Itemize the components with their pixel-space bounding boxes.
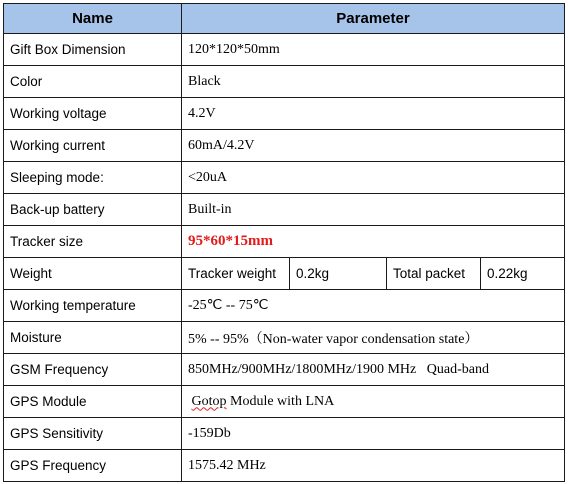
row-value: 4.2V [182,98,565,130]
row-name: Weight [4,258,182,290]
row-value: 5% -- 95%（Non-water vapor condensation state） [182,322,565,354]
row-name: GSM Frequency [4,354,182,386]
row-name: GPS Module [4,386,182,418]
table-row [4,418,565,450]
table-row [4,258,565,290]
weight-subtable [182,258,564,289]
table-row [4,322,565,354]
tracker-weight-value: 0.2kg [290,258,387,289]
table-row [4,34,565,66]
row-name: Sleeping mode: [4,162,182,194]
table-row [4,450,565,482]
row-name: GPS Frequency [4,450,182,482]
row-name: GPS Sensitivity [4,418,182,450]
row-value: -159Db [182,418,565,450]
table-row [4,386,565,418]
row-value: 850MHz/900MHz/1800MHz/1900 MHz Quad-band [182,354,565,386]
total-packet-label: Total packet [387,258,481,289]
table-row [4,162,565,194]
row-value: Black [182,66,565,98]
weight-cell [182,258,565,290]
table-row [4,194,565,226]
row-name: Working temperature [4,290,182,322]
table-row [4,130,565,162]
table-header-row [4,4,565,34]
column-header-name: Name [4,4,182,34]
column-header-parameter: Parameter [182,4,565,34]
total-packet-value: 0.22kg [481,258,565,289]
row-value: 60mA/4.2V [182,130,565,162]
row-value: 1575.42 MHz [182,450,565,482]
tracker-weight-label: Tracker weight [188,266,277,281]
table-row [4,98,565,130]
row-name: Tracker size [4,226,182,258]
spellcheck-word: Gotop [191,393,227,409]
row-name: Color [4,66,182,98]
table-row [4,354,565,386]
tracker-size-value: 95*60*15mm [182,226,565,258]
table-row [4,66,565,98]
row-value: -25℃ -- 75℃ [182,290,565,322]
gps-module-value [182,386,565,418]
row-value: Built-in [182,194,565,226]
row-value: <20uA [182,162,565,194]
row-value: 120*120*50mm [182,34,565,66]
gps-module-rest: Module with LNA [226,393,335,409]
row-name: Moisture [4,322,182,354]
row-name: Gift Box Dimension [4,34,182,66]
spec-table [3,3,565,482]
row-name: Back-up battery [4,194,182,226]
table-row [4,226,565,258]
row-name: Working current [4,130,182,162]
row-name: Working voltage [4,98,182,130]
table-row [4,290,565,322]
